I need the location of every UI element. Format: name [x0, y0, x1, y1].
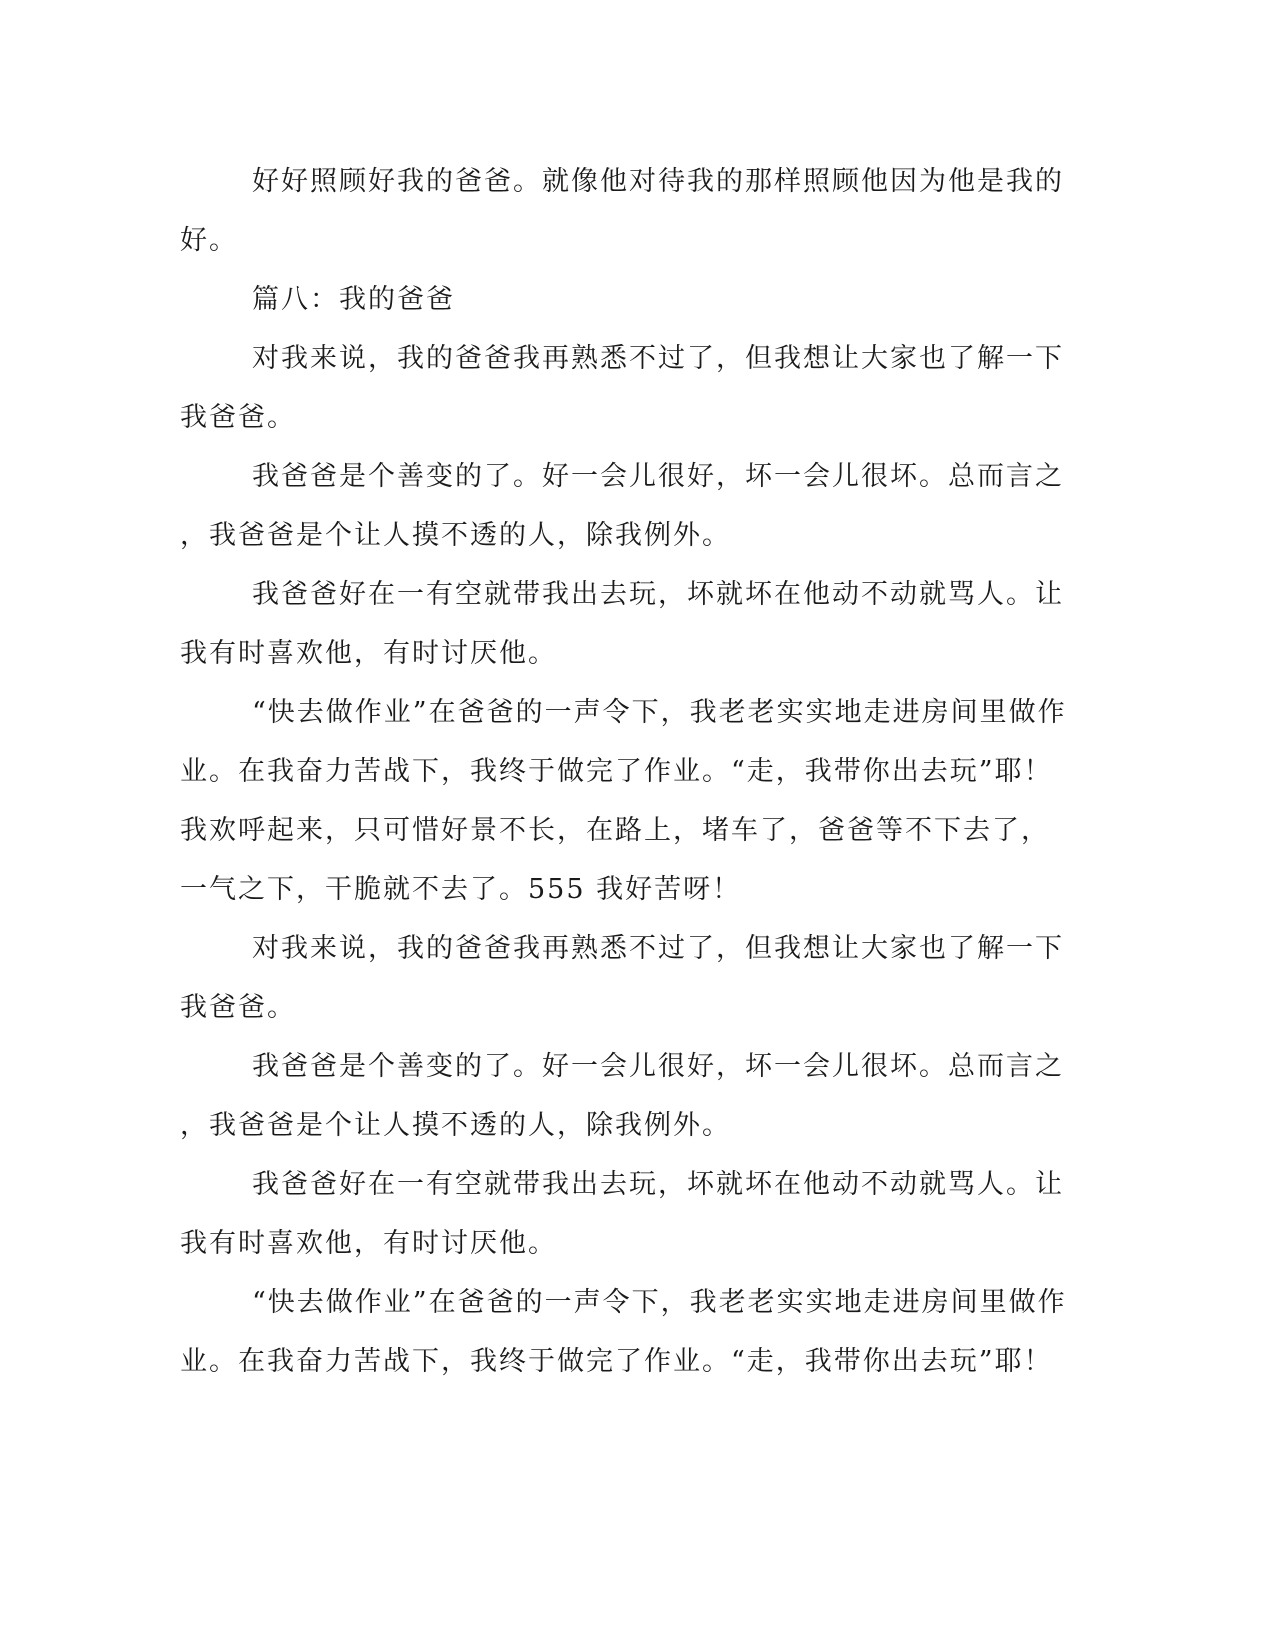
paragraph-line: 我爸爸好在一有空就带我出去玩，坏就坏在他动不动就骂人。让 — [252, 1169, 1064, 1200]
paragraph-line: “快去做作业”在爸爸的一声令下，我老老实实地走进房间里做作 — [252, 1287, 1067, 1318]
paragraph-line: 我欢呼起来，只可惜好景不长，在路上，堵车了，爸爸等不下去了， — [180, 815, 1050, 846]
paragraph-line: 好好照顾好我的爸爸。就像他对待我的那样照顾他因为他是我的 — [252, 166, 1064, 197]
section-heading: 篇八：我的爸爸 — [252, 284, 455, 315]
paragraph-line: 我爸爸。 — [180, 992, 296, 1023]
document-page — [180, 152, 1067, 1391]
paragraph-line: 一气之下，干脆就不去了。555 我好苦呀！ — [180, 874, 742, 905]
paragraph-line: 对我来说，我的爸爸我再熟悉不过了，但我想让大家也了解一下 — [252, 343, 1064, 374]
paragraph-line: ，我爸爸是个让人摸不透的人，除我例外。 — [180, 1110, 731, 1141]
paragraph-line: 对我来说，我的爸爸我再熟悉不过了，但我想让大家也了解一下 — [252, 933, 1064, 964]
paragraph-line: 我爸爸是个善变的了。好一会儿很好，坏一会儿很坏。总而言之 — [252, 1051, 1064, 1082]
paragraph-line: 业。在我奋力苦战下，我终于做完了作业。“走，我带你出去玩”耶！ — [180, 756, 1053, 787]
paragraph-line: 我爸爸是个善变的了。好一会儿很好，坏一会儿很坏。总而言之 — [252, 461, 1064, 492]
paragraph-line: 好。 — [180, 225, 238, 256]
paragraph-line: 我有时喜欢他，有时讨厌他。 — [180, 638, 557, 669]
paragraph-line: 我有时喜欢他，有时讨厌他。 — [180, 1228, 557, 1259]
paragraph-line: 我爸爸。 — [180, 402, 296, 433]
paragraph-line: “快去做作业”在爸爸的一声令下，我老老实实地走进房间里做作 — [252, 697, 1067, 728]
paragraph-line: ，我爸爸是个让人摸不透的人，除我例外。 — [180, 520, 731, 551]
paragraph-line: 我爸爸好在一有空就带我出去玩，坏就坏在他动不动就骂人。让 — [252, 579, 1064, 610]
paragraph-line: 业。在我奋力苦战下，我终于做完了作业。“走，我带你出去玩”耶！ — [180, 1346, 1053, 1377]
